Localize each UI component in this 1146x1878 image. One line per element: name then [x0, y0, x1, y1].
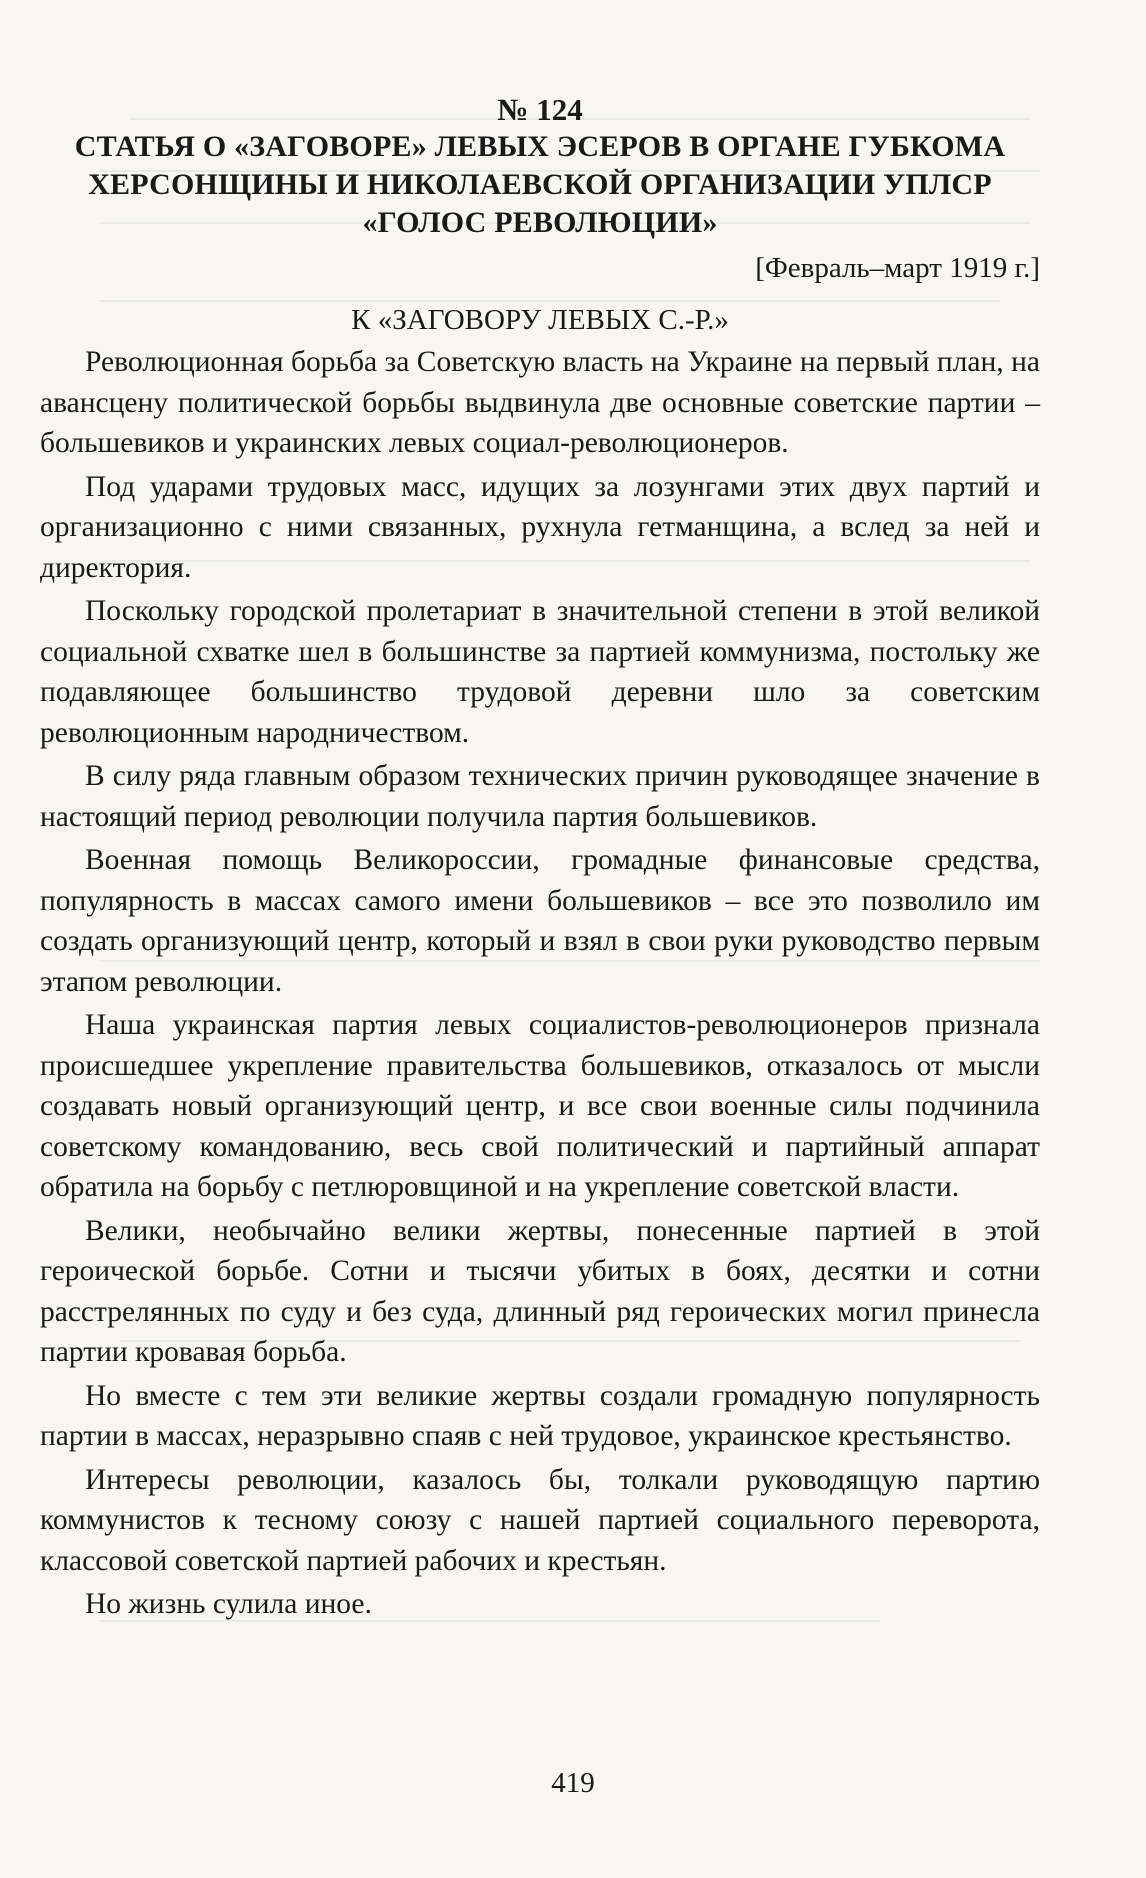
- paragraph: Поскольку городской пролетариат в значительной степени в этой великой социальной схватке шел в большинстве за партией коммунизма, постольку же подавляющее большинство трудовой деревни шло за советским революционным народничеством.: [40, 595, 1040, 749]
- paragraph: Интересы революции, казалось бы, толкали руководящую партию коммунистов к тесному союзу с нашей партией социального переворота, классовой советской партией рабочих и крестьян.: [40, 1463, 1040, 1577]
- paragraph: Военная помощь Великороссии, громадные финансовые средства, популярность в массах самого имени большевиков – все это позволило им создать организующий центр, который и взял в свои руки руководство первым этапом революции.: [40, 844, 1040, 998]
- document-number: № 124: [497, 92, 583, 127]
- page-number: 419: [551, 1767, 595, 1799]
- paragraph: Наша украинская партия левых социалистов-революционеров признала происшедшее укрепление правительства большевиков, отказалось от мысли создавать новый организующий центр, и все свои военные силы подчинила советскому командованию, весь свой политический и партийный аппарат обратила на борьбу с петлюровщиной и на укрепление советской власти.: [40, 1009, 1040, 1203]
- paragraph: Но жизнь сулила иное.: [85, 1588, 372, 1620]
- paragraph: Велики, необычайно велики жертвы, понесенные партией в этой героической борьбе. Сотни и тысячи убитых в боях, десятки и сотни расстрелянных по суду и без суда, длинный ряд героических могил принесла партии кровавая борьба.: [40, 1214, 1040, 1368]
- document-date: [Февраль–март 1919 г.]: [755, 252, 1040, 284]
- paragraph: В силу ряда главным образом технических причин руководящее значение в настоящий период революции получила партия большевиков.: [40, 760, 1040, 833]
- article-heading: К «ЗАГОВОРУ ЛЕВЫХ С.-Р.»: [351, 304, 729, 336]
- paragraph: Революционная борьба за Советскую власть на Украине на первый план, на авансцену политической борьбы выдвинула две основные советские партии – большевиков и украинских левых социал-революционеров.: [40, 346, 1040, 459]
- document-title: СТАТЬЯ О «ЗАГОВОРЕ» ЛЕВЫХ ЭСЕРОВ В ОРГАНЕ ГУБКОМА ХЕРСОНЩИНЫ И НИКОЛАЕВСКОЙ ОРГАНИЗАЦИИ УПЛСР «ГОЛОС РЕВОЛЮЦИИ»: [74, 130, 1006, 239]
- paragraph: Но вместе с тем эти великие жертвы создали громадную популярность партии в массах, неразрывно спаяв с ней трудовое, украинское крестьянство.: [40, 1379, 1040, 1452]
- document-page: [40, 92, 1040, 1628]
- paragraph: Под ударами трудовых масс, идущих за лозунгами этих двух партий и организационно с ними связанных, рухнула гетманщина, а вслед за ней и директория.: [40, 470, 1040, 584]
